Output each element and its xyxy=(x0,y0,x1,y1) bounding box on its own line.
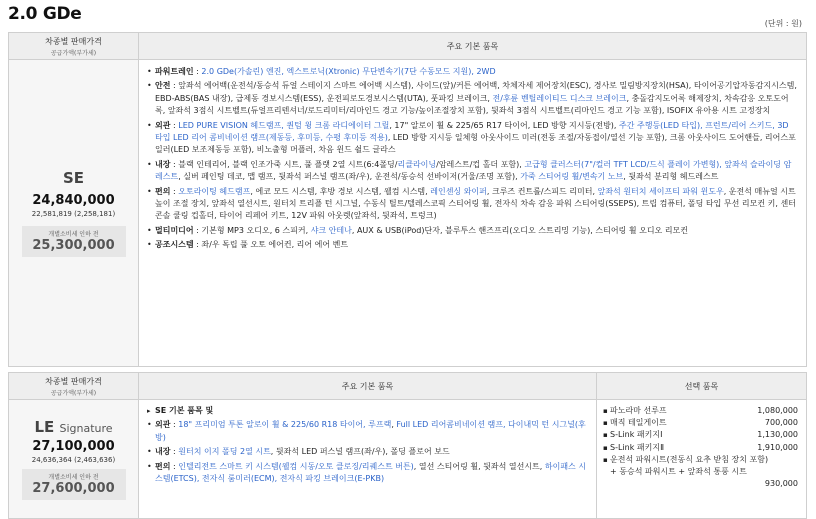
items-column-header: 주요 기본 품목 xyxy=(139,373,597,400)
option-item xyxy=(603,442,798,454)
option-name: ▪ 파노라마 선루프 xyxy=(610,406,667,415)
items-column-header: 주요 기본 품목 xyxy=(139,33,807,60)
basic-items-body xyxy=(147,419,588,485)
spec-item-highlight: 2.0 GDe(가솔린) 엔진, 엑스트로닉(Xtronic) 무단변속기(7단 수동모드 지원), 2WD xyxy=(201,67,496,76)
spec-item-text: , 충돌감지도어록 해제장치, 차속감응 오토도어록, 앞좌석 3점식 시트벨트(듀얼프리텐셔너/로드리미터/리마인드 경고 기능/높이조절장치 포함), 뒷좌석 3점식 시트벨트(리마인드 경고 기능 포함), ISOFIX 유아용 시트 고정장치 xyxy=(155,93,789,116)
discount-box xyxy=(22,469,126,500)
discount-price: 25,300,000 xyxy=(32,238,115,253)
spec-item-label: 내장 xyxy=(155,447,171,457)
spec-item xyxy=(147,120,798,157)
spec-item-text: , 운전석 매뉴얼 시트 높이 조절 장치, 앞좌석 열선시트, 원터치 트리플 턴 시그널, 수동식 틸트/텔레스코픽 스티어링 휠, 전자식 차속 감응 파워 스티어링(SSEPS), 트립 컴퓨터, 폴딩 타입 무선 리모컨 키, 센터 콘솔 쿨링 컵홀더, 타이어 리페어 키트, 12V 파워 아웃렛(앞좌석, 뒷좌석, 트렁크) xyxy=(155,186,796,221)
spec-item-text: : 블랙 인테리어, 블랙 인조가죽 시트, 풀 플랫 2열 시트(6:4폴딩/ xyxy=(170,159,398,169)
spec-item xyxy=(147,80,798,117)
discount-label: 개별소비세 인하 전 xyxy=(48,231,99,238)
options-list xyxy=(597,400,807,519)
option-item xyxy=(603,454,798,466)
spec-item-text: , 뒷좌석 분리형 헤드레스트 xyxy=(623,172,719,182)
trim-name: SE xyxy=(62,169,85,187)
price-header-label: 차종별 판매가격 xyxy=(45,36,102,46)
spec-item-highlight: 레인센싱 와이퍼 xyxy=(430,186,487,196)
price-header-sub: 공급가액(부가세) xyxy=(50,389,97,397)
discount-label: 개별소비세 인하 전 xyxy=(48,474,99,481)
le-signature-spec-table xyxy=(8,372,807,519)
spec-item-highlight: 원터치 이지 폴딩 2열 시트 xyxy=(178,447,271,457)
price-header-sub: 공급가액(부가세) xyxy=(50,49,97,57)
spec-item-label: 파워트레인 xyxy=(155,67,194,76)
trim-price-supply: 22,581,819 (2,258,181) xyxy=(31,210,116,218)
spec-item-text: : xyxy=(170,447,179,457)
option-price: 1,080,000 xyxy=(757,406,798,415)
spec-item-highlight: 리클라이닝 xyxy=(397,159,437,169)
option-price: 1,910,000 xyxy=(757,442,798,452)
spec-item-highlight: 가죽 스티어링 휠/변속기 노브 xyxy=(520,172,624,182)
trim-price: 27,100,000 xyxy=(32,439,115,454)
spec-item-highlight: 18" 프리미엄 투톤 알로이 휠 & 225/60 R18 타이어, 루프랙 xyxy=(178,420,392,430)
option-item xyxy=(603,429,798,441)
trim-cell xyxy=(9,60,139,367)
option-item xyxy=(603,405,798,417)
spec-item-highlight: 하이패스 시스템(ETCS), 전자식 룸미러(ECM), 전자식 파킹 브레이크(E-PKB) xyxy=(155,461,587,484)
spec-item xyxy=(147,225,798,237)
spec-item-text: : 기본형 MP3 오디오, 6 스피커, xyxy=(193,225,311,235)
spec-item-highlight: 주간 주행등(LED 타입), 프런트/리어 스키드, 3D 타입 LED 리어 콤비네이션 램프(제동등, 후미등, 수평 후미등 적용) xyxy=(155,120,789,143)
spec-item-label: 편의 xyxy=(155,186,171,196)
spec-item-label: 편의 xyxy=(155,461,171,471)
option-item xyxy=(603,466,798,478)
discount-box xyxy=(22,226,126,257)
spec-item xyxy=(147,66,798,78)
spec-item xyxy=(147,446,588,458)
spec-item-label: 내장 xyxy=(155,159,171,169)
trim-price-supply: 24,636,364 (2,463,636) xyxy=(31,456,116,464)
spec-item xyxy=(147,419,588,444)
spec-item-text: : 좌/우 독립 풀 오토 에어컨, 리어 에어 벤트 xyxy=(193,240,349,250)
spec-item-highlight: 앞좌석 원터치 세이프티 파워 윈도우 xyxy=(597,186,724,196)
spec-item-text: , AUX & USB(iPod)단자, 블루투스 핸즈프리(오디오 스트리밍 기능), 스티어링 휠 오디오 리모컨 xyxy=(351,225,689,235)
spec-item-text: , 크루즈 컨트롤/스피드 리미터, xyxy=(486,186,598,196)
spec-item-text: : 앞좌석 에어백(운전석/동승석 듀얼 스테이지 스마트 에어백 시스템), 사이드(앞)/커튼 에어백, 차체자세 제어장치(ESC), 경사로 밀림방지장치(HSA), 타이어공기압자동감지시스템, EBD-ABS(BAS 내장), 급제동 경보시스템(ESS), 운전피로도경보시스템(UTA), 풋파킹 브레이크, xyxy=(155,81,797,103)
spec-item-text: : xyxy=(193,67,202,76)
spec-item-highlight: 샤크 안테나 xyxy=(310,225,352,235)
spec-item-highlight: 고급형 클러스터(7"/컬러 TFT LCD/드식 플레이 가변형), 앞좌석 슬라이딩 암레스트 xyxy=(155,159,792,182)
option-item xyxy=(603,417,798,429)
trim-name-suffix: Signature xyxy=(59,422,113,435)
spec-item-text: , 실버 페인팅 데코, 맵 램프, 뒷좌석 퍼스널 램프(좌/우), 운전석/동승석 선바이저(거울/조명 포함), xyxy=(178,172,521,182)
spec-item-label: 외관 xyxy=(155,120,171,130)
spec-item xyxy=(147,159,798,184)
spec-item-text: /암레스트/컵 홀더 포함), xyxy=(436,159,525,169)
basic-items-list xyxy=(139,60,807,367)
spec-item-label: 외관 xyxy=(155,420,171,430)
se-spec-table xyxy=(8,32,807,367)
option-name: ▪ 운전석 파워시트(전동식 요추 받침 장치 포함) xyxy=(610,454,769,464)
spec-item-label: 멀티미디어 xyxy=(155,225,194,235)
spec-item xyxy=(147,239,798,251)
page-title: 2.0 GDe xyxy=(8,4,82,24)
spec-item-label: 공조시스템 xyxy=(155,240,194,250)
spec-item-highlight: 인텔리전트 스마트 키 시스템(웰컴 시동/오토 클로징/리퀘스트 버튼) xyxy=(178,461,414,471)
unit-label: (단위 : 원) xyxy=(764,19,802,28)
spec-item-text: , LED 방향 지시등 일체형 아웃사이드 미러(전동 조절/자동접이/열선 기능 포함), 크롬 아웃사이드 도어핸들, 리어스포일러(LED 보조제동등 포함), 비노출형 머플러, 차음 윈드 쉴드 글라스 xyxy=(155,133,796,155)
option-price: 930,000 xyxy=(764,479,798,489)
option-name: + 동승석 파워시트 + 앞좌석 통풍 시트 xyxy=(610,467,747,477)
basic-items-heading: ▸ SE 기본 품목 및 xyxy=(147,405,588,417)
trim-name-main: LE xyxy=(34,418,55,436)
spec-item-text: : xyxy=(170,420,179,430)
price-column-header xyxy=(9,373,139,400)
spec-item-highlight: LED PURE VISION 헤드램프, 퀀텀 윙 크롬 라디에이터 그릴 xyxy=(178,120,390,130)
option-item xyxy=(603,478,798,490)
discount-price: 27,600,000 xyxy=(32,481,115,496)
option-price: 1,130,000 xyxy=(757,430,798,440)
options-column-header: 선택 품목 xyxy=(597,373,807,400)
trim-price: 24,840,000 xyxy=(32,193,115,208)
spec-item-text: , 열선 스티어링 휠, 뒷좌석 열선시트, xyxy=(413,461,545,471)
price-header-label: 차종별 판매가격 xyxy=(45,376,102,386)
trim-name xyxy=(9,418,138,436)
spec-item-text: : xyxy=(170,186,179,196)
spec-item-highlight: 오토라이팅 헤드램프 xyxy=(178,186,251,196)
option-name: ▪ S-Link 패키지Ⅰ xyxy=(610,430,663,440)
price-column-header xyxy=(9,33,139,60)
option-name: ▪ S-Link 패키지Ⅱ xyxy=(610,442,665,452)
trim-cell xyxy=(9,400,139,519)
basic-items-list xyxy=(139,400,597,519)
spec-item-text: , xyxy=(391,420,397,430)
spec-item-label: 안전 xyxy=(155,81,171,91)
option-name: ▪ 매직 테일게이트 xyxy=(610,418,667,428)
spec-item xyxy=(147,461,588,486)
spec-item xyxy=(147,186,798,223)
spec-item-text: , 17" 알로이 휠 & 225/65 R17 타이어, LED 방향 지시등(전방), xyxy=(389,120,619,130)
spec-item-text: , 에코 모드 시스템, 후방 경보 시스템, 웰컴 시스템, xyxy=(250,186,431,196)
option-price: 700,000 xyxy=(764,418,798,428)
spec-item-text: , 뒷좌석 LED 퍼스널 램프(좌/우), 폴딩 플로어 보드 xyxy=(270,447,450,457)
spec-item-highlight: 전/후륜 벤틸레이티드 디스크 브레이크 xyxy=(492,93,627,103)
spec-item-highlight: Full LED 리어콤비네이션 램프, 다이내믹 턴 시그널(후방) xyxy=(155,420,586,442)
spec-item-text: : xyxy=(170,461,179,471)
spec-item-text: : xyxy=(170,120,179,130)
